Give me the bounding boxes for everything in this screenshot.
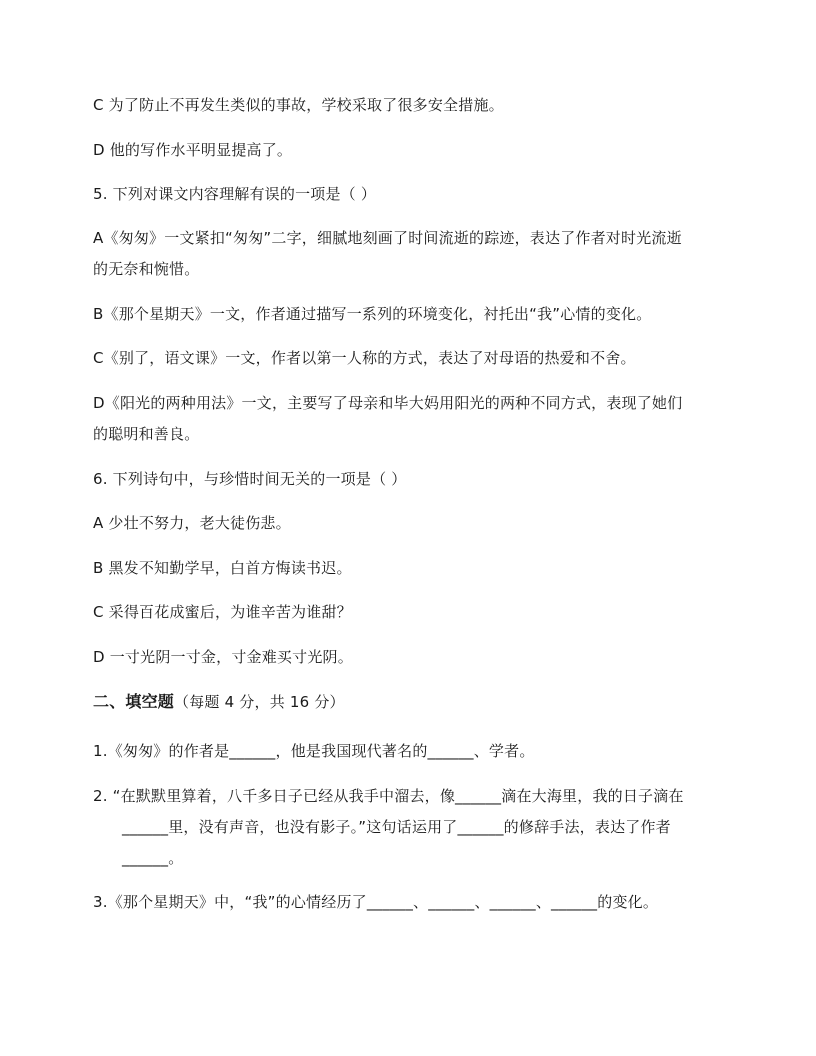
q5-stem: 5. 下列对课文内容理解有误的一项是（ ） <box>93 185 377 203</box>
q5-option-a-line2: 的无奈和惋惜。 <box>93 260 200 278</box>
q5-option-c: C《别了，语文课》一文，作者以第一人称的方式，表达了对母语的热爱和不舍。 <box>93 349 636 367</box>
q5-option-b: B《那个星期天》一文，作者通过描写一系列的环境变化，衬托出“我”心情的变化。 <box>93 305 652 323</box>
q4-option-c: C 为了防止不再发生类似的事故，学校采取了很多安全措施。 <box>93 96 504 114</box>
q6-stem: 6. 下列诗句中，与珍惜时间无关的一项是（ ） <box>93 470 407 488</box>
fill-q2-line1: 2. “在默默里算着，八千多日子已经从我手中溜去，像______滴在大海里，我的日子滴在 <box>93 787 684 805</box>
section-heading <box>93 692 345 712</box>
section-subtitle: （每题 4 分，共 16 分） <box>174 693 345 711</box>
q5-option-d-line2: 的聪明和善良。 <box>93 425 200 443</box>
fill-q2-line3: ______。 <box>122 849 184 867</box>
q4-option-d: D 他的写作水平明显提高了。 <box>93 141 293 159</box>
q6-option-c: C 采得百花成蜜后，为谁辛苦为谁甜？ <box>93 603 352 621</box>
fill-q2-line2: ______里，没有声音，也没有影子。”这句话运用了______的修辞手法，表达了作者 <box>122 818 671 836</box>
q6-option-d: D 一寸光阴一寸金，寸金难买寸光阴。 <box>93 648 353 666</box>
q6-option-b: B 黑发不知勤学早，白首方悔读书迟。 <box>93 559 352 577</box>
q5-option-d-line1: D《阳光的两种用法》一文，主要写了母亲和毕大妈用阳光的两种不同方式，表现了她们 <box>93 394 683 412</box>
q6-option-a: A 少壮不努力，老大徒伤悲。 <box>93 514 291 532</box>
section-title: 二、填空题 <box>93 692 175 711</box>
q5-option-a-line1: A《匆匆》一文紧扣“匆匆”二字，细腻地刻画了时间流逝的踪迹，表达了作者对时光流逝 <box>93 229 682 247</box>
fill-q3: 3.《那个星期天》中，“我”的心情经历了______、______、______、______的变化。 <box>93 893 659 911</box>
fill-q1: 1.《匆匆》的作者是______，他是我国现代著名的______、学者。 <box>93 742 535 760</box>
